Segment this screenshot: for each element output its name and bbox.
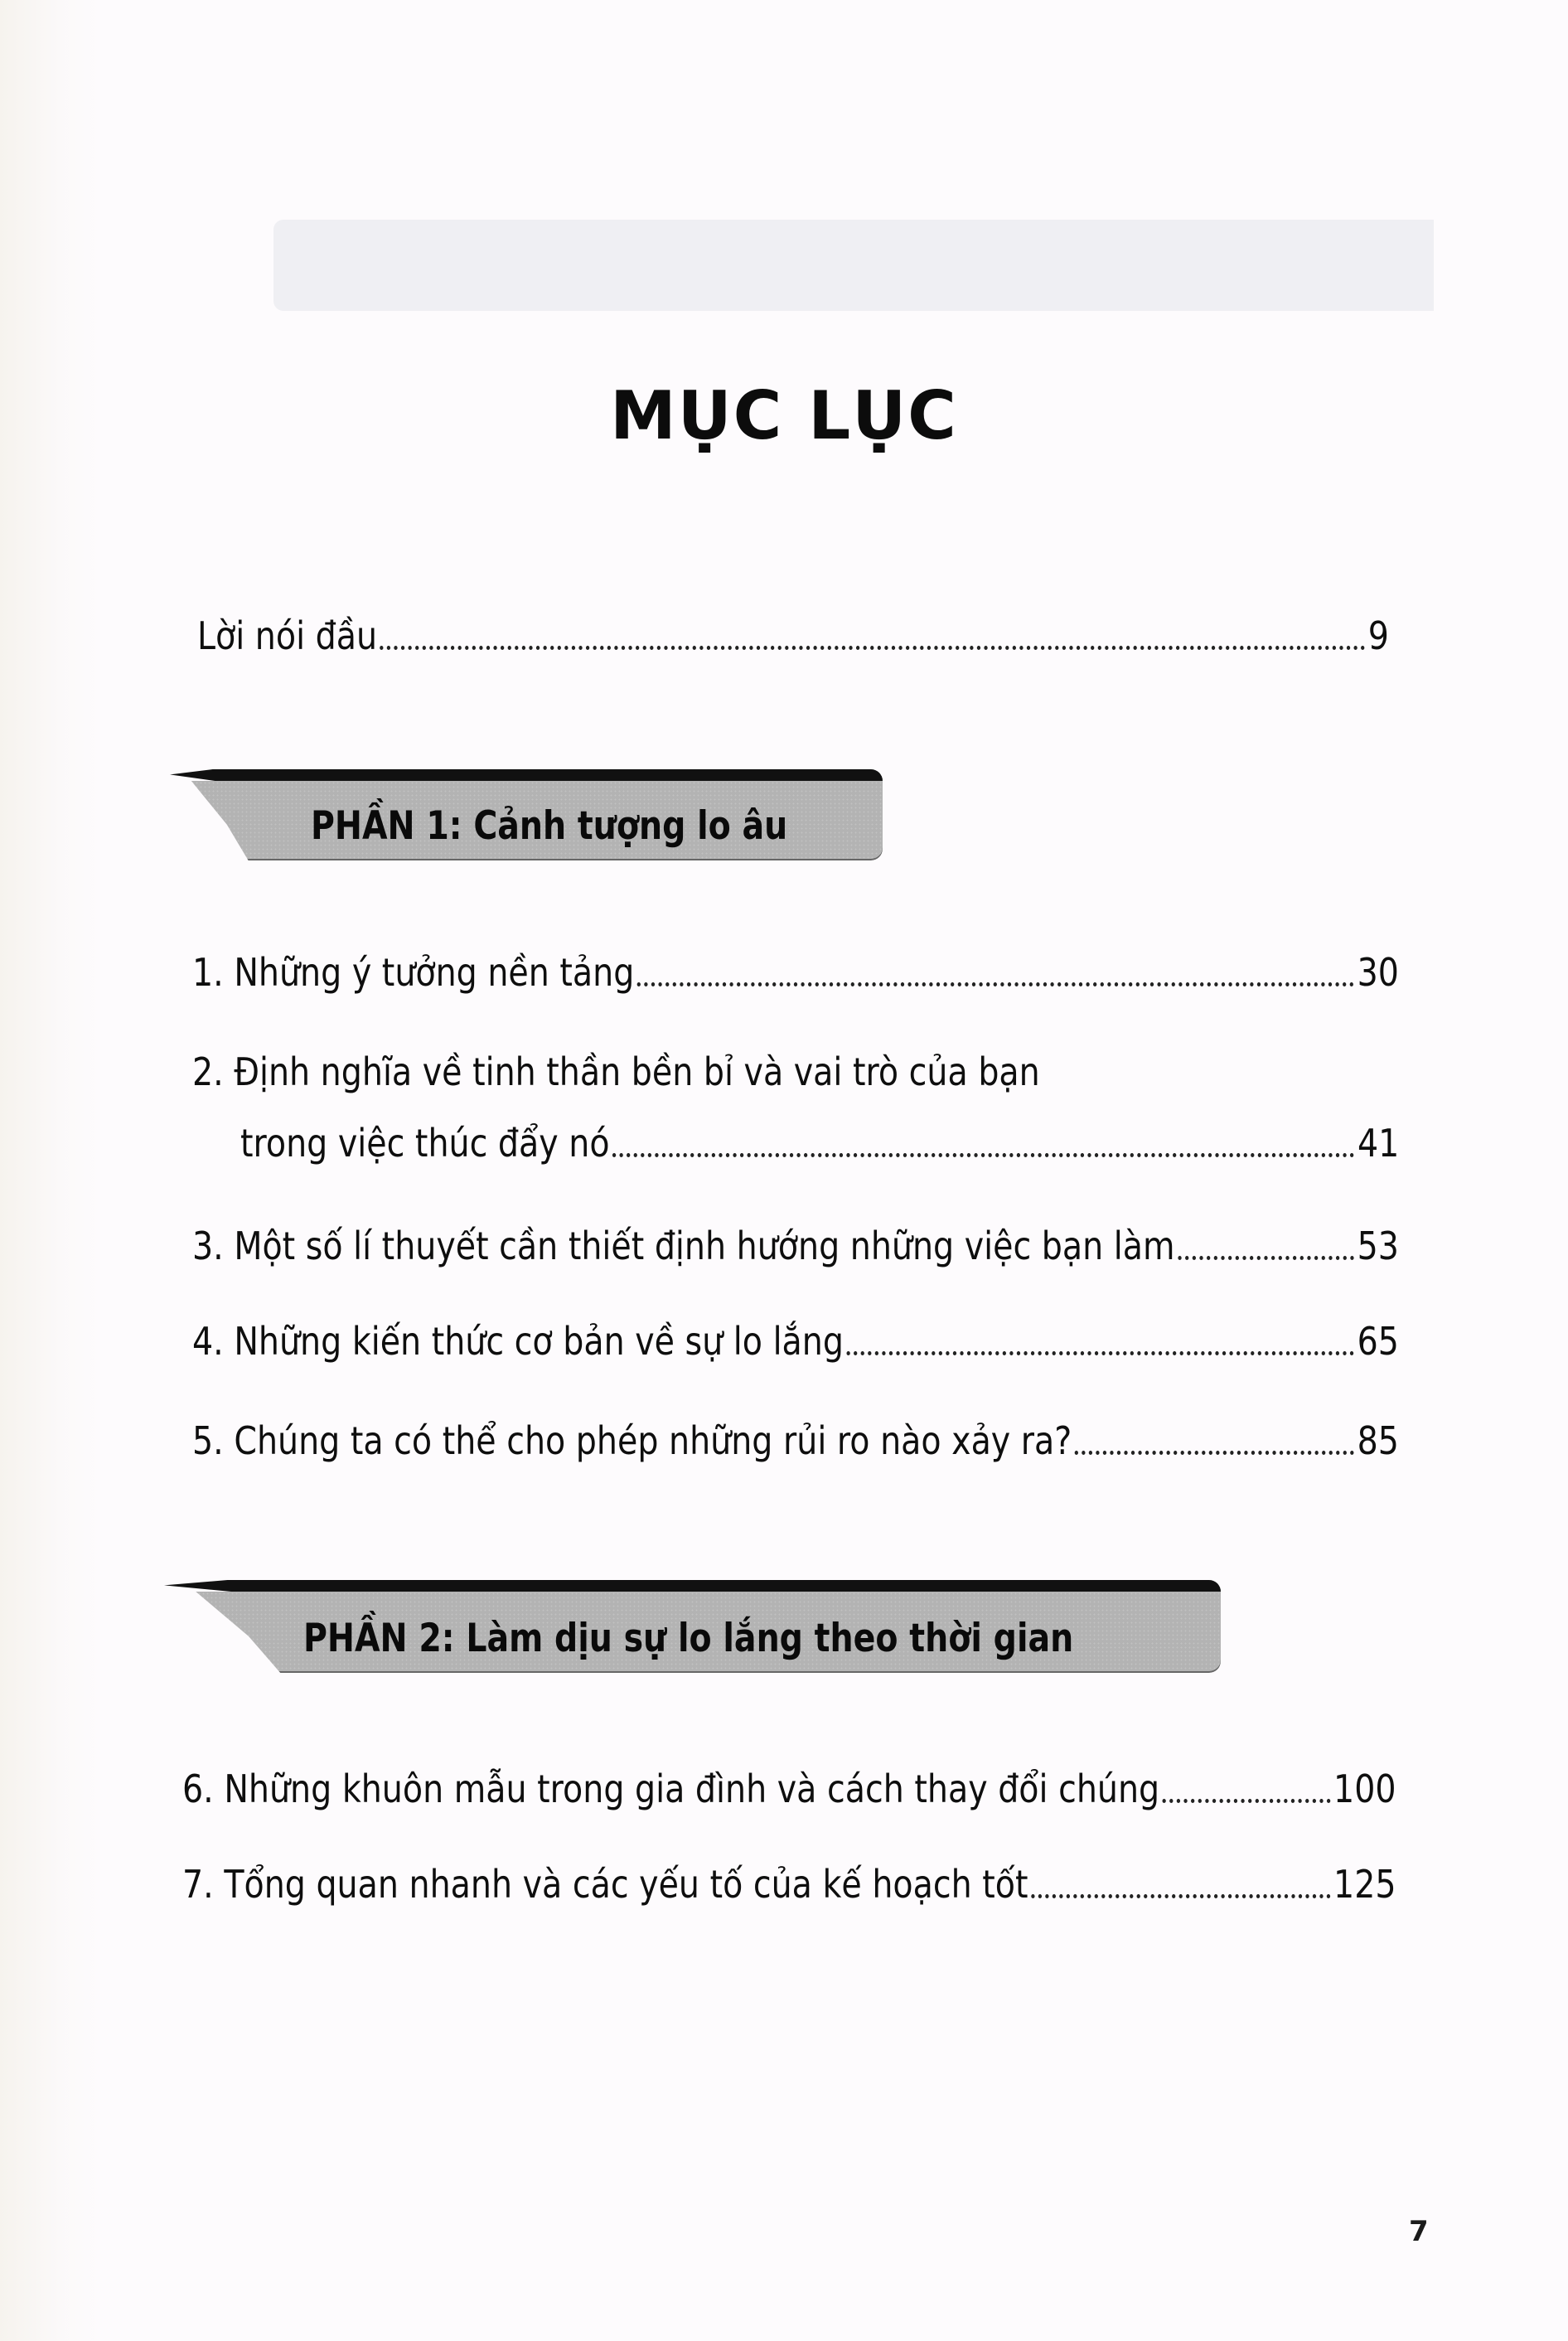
toc-entry-1[interactable] xyxy=(192,950,1399,995)
part-2-heading: PHẦN 2: Làm dịu sự lo lắng theo thời gian xyxy=(303,1616,1074,1661)
page-number: 7 xyxy=(1409,2215,1429,2248)
banner-stripe xyxy=(170,769,883,783)
toc-entry-label: 5. Chúng ta có thể cho phép những rủi ro nào xảy ra? xyxy=(192,1418,1072,1463)
toc-entry-page: 100 xyxy=(1333,1767,1396,1811)
dot-leader xyxy=(1031,1894,1331,1898)
toc-entry-label: trong việc thúc đẩy nó xyxy=(240,1121,610,1166)
part-1-banner xyxy=(170,769,883,860)
dot-leader xyxy=(1178,1256,1354,1260)
dot-leader xyxy=(380,646,1366,650)
toc-entry-5[interactable] xyxy=(192,1418,1399,1463)
toc-entry-6[interactable] xyxy=(182,1767,1396,1811)
dot-leader xyxy=(637,982,1354,986)
dot-leader xyxy=(846,1351,1354,1355)
toc-entry-preface[interactable] xyxy=(197,613,1389,658)
toc-entry-2-line1[interactable]: 2. Định nghĩa về tinh thần bền bỉ và vai trò của bạn xyxy=(192,1049,1040,1094)
show-through-reverse-page xyxy=(273,220,1434,311)
toc-entry-label: 1. Những ý tưởng nền tảng xyxy=(192,950,635,995)
toc-entry-2[interactable] xyxy=(240,1121,1400,1166)
toc-entry-label: Lời nói đầu xyxy=(197,613,378,658)
part-1-heading: PHẦN 1: Cảnh tượng lo âu xyxy=(311,803,788,849)
toc-entry-label: 3. Một số lí thuyết cần thiết định hướng những việc bạn làm xyxy=(192,1224,1175,1268)
banner-stripe xyxy=(164,1580,1221,1593)
page-binding-shade xyxy=(0,0,99,2341)
toc-entry-page: 53 xyxy=(1357,1224,1399,1268)
toc-entry-label: 6. Những khuôn mẫu trong gia đình và cách thay đổi chúng xyxy=(182,1767,1160,1811)
toc-entry-label: 4. Những kiến thức cơ bản về sự lo lắng xyxy=(192,1319,844,1364)
toc-entry-page: 41 xyxy=(1357,1121,1400,1166)
dot-leader xyxy=(1075,1451,1354,1455)
toc-entry-page: 125 xyxy=(1333,1862,1396,1907)
dot-leader xyxy=(612,1153,1355,1157)
part-2-banner xyxy=(164,1580,1221,1673)
toc-entry-page: 85 xyxy=(1357,1418,1399,1463)
toc-entry-page: 9 xyxy=(1367,613,1389,658)
page-title: MỤC LỤC xyxy=(610,377,958,454)
toc-entry-page: 30 xyxy=(1357,950,1399,995)
toc-entry-page: 65 xyxy=(1357,1319,1399,1364)
toc-entry-label: 7. Tổng quan nhanh và các yếu tố của kế hoạch tốt xyxy=(182,1862,1028,1907)
toc-entry-7[interactable] xyxy=(182,1862,1396,1907)
toc-entry-3[interactable] xyxy=(192,1224,1399,1268)
toc-entry-4[interactable] xyxy=(192,1319,1399,1364)
dot-leader xyxy=(1163,1799,1331,1803)
